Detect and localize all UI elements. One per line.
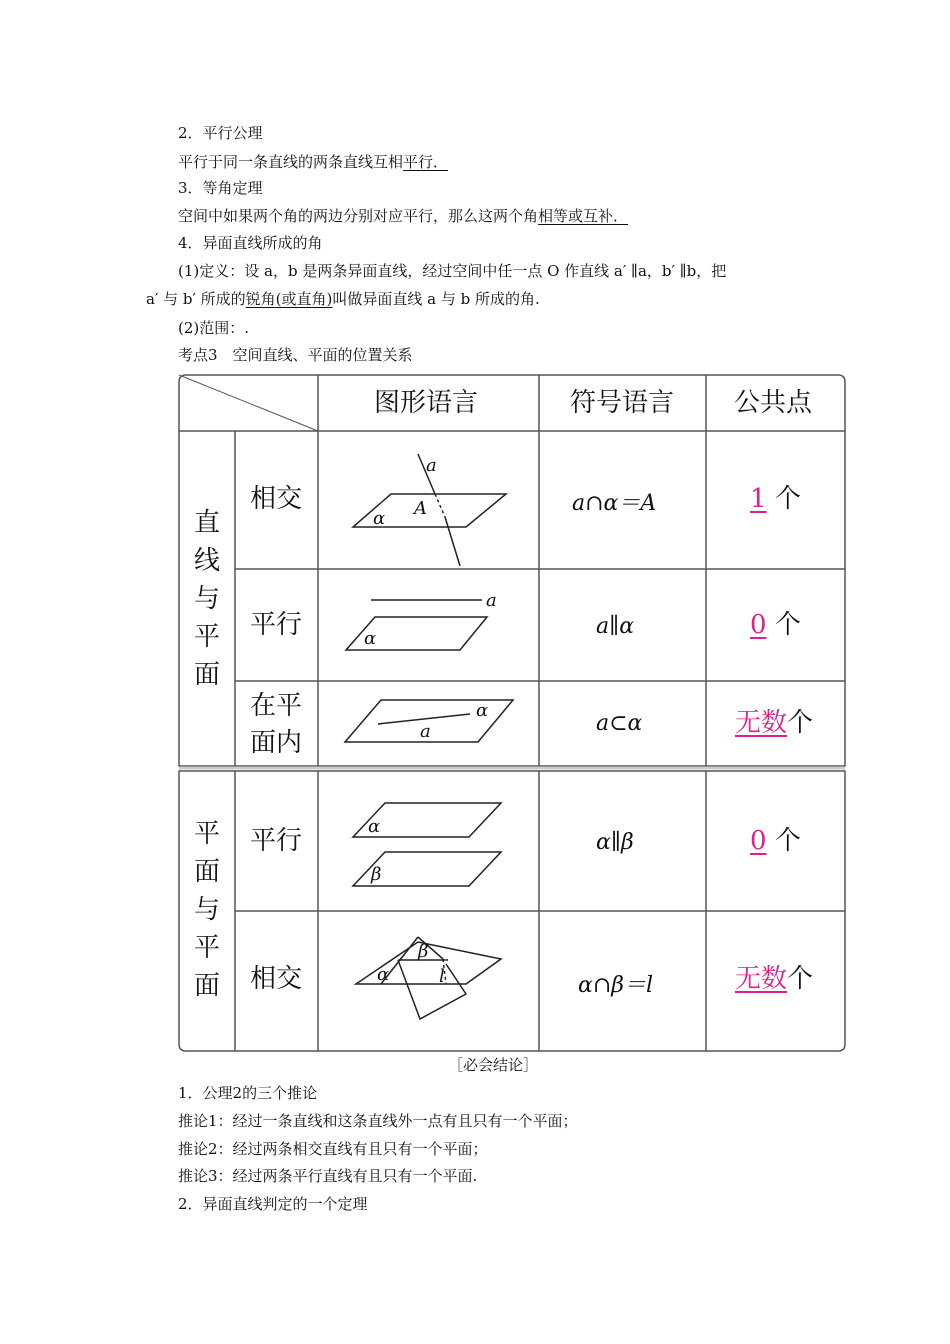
fig4-label-top: α bbox=[368, 816, 381, 837]
conclusion-1: 1．公理2的三个推论 bbox=[178, 1084, 318, 1102]
group-plane-plane: 平 面 与 平 面 bbox=[193, 819, 220, 1001]
answer-equal-supp: 相等或互补． bbox=[538, 207, 629, 225]
header-figure: 图形语言 bbox=[374, 388, 479, 418]
position-relation-table bbox=[178, 374, 846, 1052]
corollary-3: 推论3：经过两条平行直线有且只有一个平面. bbox=[178, 1167, 478, 1185]
answer-parallel: 平行． bbox=[403, 153, 449, 171]
count-unit: 个 bbox=[787, 964, 814, 994]
fig5-label-beta: β bbox=[418, 941, 429, 962]
count-value: 0 bbox=[750, 826, 767, 856]
fig5-label-alpha: α bbox=[377, 964, 390, 985]
fig4-label-bottom: β bbox=[371, 864, 382, 885]
section-heading: 考点3 空间直线、平面的位置关系 bbox=[178, 346, 413, 364]
fig2-label-plane: α bbox=[364, 628, 377, 649]
count-value: 1 bbox=[750, 484, 767, 514]
text-part: 叫做异面直线 a 与 b 所成的角. bbox=[332, 290, 540, 308]
figures bbox=[178, 374, 846, 1052]
conclusion-2: 2．异面直线判定的一个定理 bbox=[178, 1195, 368, 1213]
text-part: 平行于同一条直线的两条直线互相 bbox=[178, 153, 404, 171]
count-value: 0 bbox=[750, 610, 767, 640]
text-part: 空间中如果两个角的两边分别对应平行，那么这两个角 bbox=[178, 207, 539, 225]
heading-parallel-axiom: 2．平行公理 bbox=[178, 124, 263, 142]
fig5-plane2-bottom bbox=[398, 960, 466, 1019]
fig2-label-line: a bbox=[486, 590, 497, 611]
answer-acute: 锐角(或直角) bbox=[245, 290, 333, 308]
row-label-plane-intersect: 相交 bbox=[250, 964, 303, 994]
count-unit: 个 bbox=[774, 484, 801, 514]
parallel-axiom-text bbox=[178, 152, 448, 172]
row-label-parallel: 平行 bbox=[250, 610, 303, 640]
fig1-label-line: a bbox=[426, 455, 437, 476]
row-label-plane-parallel: 平行 bbox=[250, 826, 303, 856]
count-value: 无数 bbox=[735, 708, 788, 738]
corollary-2: 推论2：经过两条相交直线有且只有一个平面； bbox=[178, 1140, 488, 1158]
symbol-in-plane: a⊂α bbox=[596, 711, 643, 736]
count-unit: 个 bbox=[787, 708, 814, 738]
header-common-points: 公共点 bbox=[734, 388, 813, 418]
fig1-line-bottom bbox=[445, 517, 460, 566]
symbol-intersect: a∩α＝A bbox=[572, 491, 657, 516]
definition-text: (1)定义：设 a，b 是两条异面直线，经过空间中任一点 O 作直线 a′ ∥a，b′ ∥b，把 bbox=[178, 262, 727, 280]
group-line-plane: 直 线 与 平 面 bbox=[193, 508, 220, 690]
corollary-1: 推论1：经过一条直线和这条直线外一点有且只有一个平面； bbox=[178, 1112, 578, 1130]
count-unit: 个 bbox=[774, 610, 801, 640]
count-unit: 个 bbox=[774, 826, 801, 856]
header-symbol: 符号语言 bbox=[570, 388, 675, 418]
symbol-plane-intersect: α∩β＝l bbox=[578, 973, 654, 998]
fig5-label-l: l bbox=[439, 966, 445, 987]
row-label-intersect: 相交 bbox=[250, 484, 303, 514]
symbol-parallel: a∥α bbox=[596, 614, 635, 639]
equal-angle-text bbox=[178, 206, 628, 226]
definition-text-2 bbox=[146, 289, 540, 309]
heading-equal-angle: 3．等角定理 bbox=[178, 179, 263, 197]
fig1-label-point: A bbox=[414, 498, 427, 519]
fig1-label-plane: α bbox=[373, 508, 386, 529]
range-text: (2)范围：. bbox=[178, 319, 250, 337]
text-part: a′ 与 b′ 所成的 bbox=[146, 290, 246, 308]
fig3-label-line: a bbox=[420, 721, 431, 742]
heading-skew-angle: 4．异面直线所成的角 bbox=[178, 234, 323, 252]
symbol-plane-parallel: α∥β bbox=[596, 830, 634, 855]
row-label-in-plane: 在平面内 bbox=[250, 691, 303, 758]
fig1-line-hidden bbox=[435, 494, 445, 517]
count-value: 无数 bbox=[735, 964, 788, 994]
fig3-label-plane: α bbox=[476, 700, 489, 721]
conclusion-heading: ［必会结论］ bbox=[448, 1056, 539, 1074]
